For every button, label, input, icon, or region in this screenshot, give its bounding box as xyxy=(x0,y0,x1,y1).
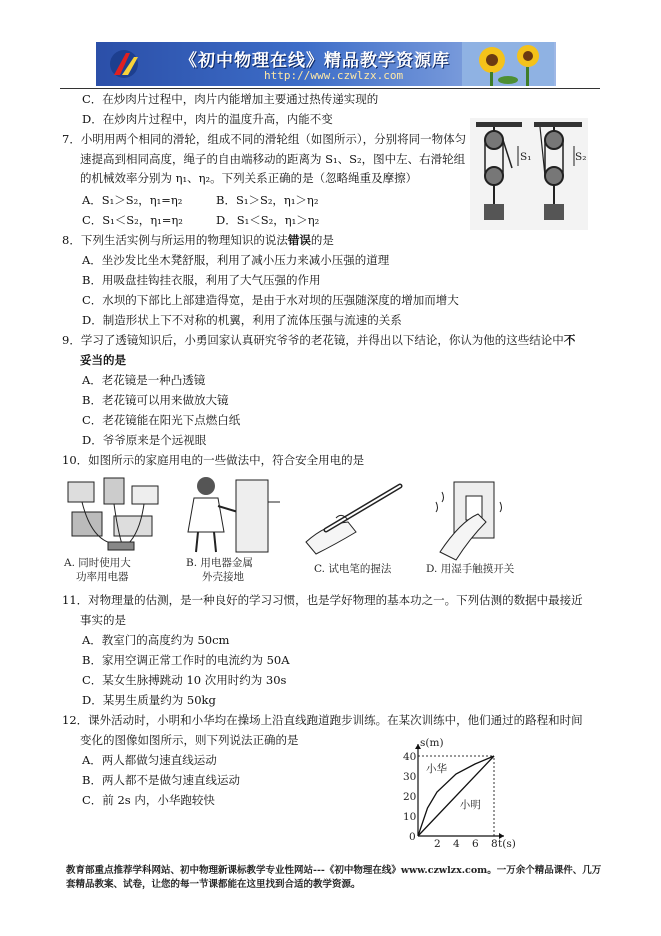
chart-y-tick-label: 10 xyxy=(403,811,417,823)
st-chart-svg xyxy=(392,737,516,850)
banner-url: http://www.czwlzx.com xyxy=(264,69,404,82)
chart-y-tick-label: 40 xyxy=(403,751,417,763)
q11-option-a: A．教室门的高度约为 50cm xyxy=(82,633,230,647)
footer-note: 教育部重点推荐学科网站、初中物理新课标教学专业性网站---《初中物理在线》www.czwlzx.com。一万余个精品课件、几万套精品教案、试卷，让您的每一节课都能在这里找到合适的教学资源。 xyxy=(66,865,602,890)
q8-option-d: D．制造形状上下不对称的机翼，利用了流体压强与流速的关系 xyxy=(82,313,402,327)
q12-option-a: A．两人都做匀速直线运动 xyxy=(82,753,217,767)
q9-stem-part1: 9．学习了透镜知识后，小勇回家认真研究爷爷的老花镜，并得出以下结论，你认为他的这些结论中 xyxy=(62,333,564,347)
chart-x-tick-label: 4 xyxy=(453,838,460,850)
q6-option-d: D．在炒肉片过程中，肉片的温度升高，内能不变 xyxy=(82,112,333,126)
q7-s2-label: S₂ xyxy=(575,151,587,163)
q12-option-c: C．前 2s 内，小华跑较快 xyxy=(82,793,215,807)
q6-option-c: C．在炒肉片过程中，肉片内能增加主要通过热传递实现的 xyxy=(82,92,379,106)
q10-caption-a-line2: 功率用电器 xyxy=(76,571,129,583)
chart-y-tick-label: 30 xyxy=(403,771,417,783)
q10-figure-c xyxy=(296,472,416,584)
q7-option-a: A．S₁＞S₂，η₁=η₂ xyxy=(82,193,183,207)
q7-option-c: C．S₁＜S₂，η₁=η₂ xyxy=(82,213,183,227)
q10-figure-d xyxy=(420,472,550,584)
q7-pulley-figure xyxy=(470,118,588,230)
chart-series-label-xiaoming: 小明 xyxy=(459,799,481,811)
chart-x-axis-label: t(s) xyxy=(498,838,516,850)
header-banner xyxy=(96,42,556,86)
q8-stem-part2: 的是 xyxy=(310,233,334,247)
q10-caption-b-line2: 外壳接地 xyxy=(202,571,244,583)
banner-title: 《初中物理在线》精品教学资源库 xyxy=(180,51,450,71)
q11-option-b: B．家用空调正常工作时的电流约为 50A xyxy=(82,653,290,667)
q8-option-c: C．水坝的下部比上部建造得宽，是由于水对坝的压强随深度的增加而增大 xyxy=(82,293,459,307)
q8-stem-part1: 8．下列生活实例与所运用的物理知识的说法 xyxy=(62,233,288,247)
chart-y-axis-label: s(m) xyxy=(420,737,444,749)
chart-y-tick-label: 0 xyxy=(409,831,416,843)
q11-option-d: D．某男生质量约为 50kg xyxy=(82,693,216,707)
q9-stem-line2: 妥当的是 xyxy=(80,353,126,367)
q7-option-d: D．S₁＜S₂，η₁＞η₂ xyxy=(216,213,320,227)
chart-x-tick-label: 8 xyxy=(491,838,498,850)
sunflower-icon xyxy=(462,42,554,86)
q9-option-d: D．爷爷原来是个远视眼 xyxy=(82,433,207,447)
site-logo-icon xyxy=(100,45,156,83)
chart-y-tick-label: 20 xyxy=(403,791,417,803)
q11-option-c: C．某女生脉搏跳动 10 次用时约为 30s xyxy=(82,673,287,687)
q9-option-b: B．老花镜可以用来做放大镜 xyxy=(82,393,229,407)
q9-stem-line1 xyxy=(62,332,575,348)
q10-caption-c: C. 试电笔的握法 xyxy=(314,563,392,575)
q12-stem-line2: 变化的图像如图所示，则下列说法正确的是 xyxy=(80,733,299,747)
q8-option-b: B．用吸盘挂钩挂衣服，利用了大气压强的作用 xyxy=(82,273,321,287)
q10-caption-b-line1: B. 用电器金属 xyxy=(186,557,253,569)
chart-x-tick-label: 2 xyxy=(434,838,441,850)
q9-option-c: C．老花镜能在阳光下点燃白纸 xyxy=(82,413,241,427)
q12-stem-line1: 12．课外活动时，小明和小华均在操场上沿直线跑道跑步训练。在某次训练中，他们通过的路程和时间 xyxy=(62,713,583,727)
q9-option-a: A．老花镜是一种凸透镜 xyxy=(82,373,206,387)
q12-option-b: B．两人都不是做匀速直线运动 xyxy=(82,773,240,787)
q9-stem-emphasis: 不 xyxy=(563,333,576,347)
q7-s1-label: S₁ xyxy=(520,151,532,163)
chart-x-tick-label: 6 xyxy=(472,838,479,850)
q10-caption-a-line1: A. 同时使用大 xyxy=(64,557,131,569)
q12-st-chart xyxy=(392,737,516,850)
header-divider xyxy=(60,88,600,89)
q10-stem: 10．如图所示的家庭用电的一些做法中，符合安全用电的是 xyxy=(62,453,365,467)
q7-stem-line3: 的机械效率分别为 η₁、η₂。下列关系正确的是（忽略绳重及摩擦） xyxy=(80,171,418,185)
q11-stem-line1: 11．对物理量的估测，是一种良好的学习习惯，也是学好物理的基本功之一。下列估测的数据中最接近 xyxy=(62,593,583,607)
q10-figure-b xyxy=(180,472,290,584)
q11-stem-line2: 事实的是 xyxy=(80,613,126,627)
q8-stem xyxy=(62,232,334,248)
q7-stem-line2: 速提高到相同高度，绳子的自由端移动的距离为 S₁、S₂，图中左、右滑轮组 xyxy=(80,152,466,166)
q10-figure-a xyxy=(62,472,172,584)
q8-stem-emphasis: 错误 xyxy=(287,233,311,247)
q10-caption-d: D. 用湿手触摸开关 xyxy=(426,563,515,575)
q7-stem-line1: 7．小明用两个相同的滑轮，组成不同的滑轮组（如图所示），分别将同一物体匀 xyxy=(62,132,467,146)
chart-series-label-xiaohua: 小华 xyxy=(426,763,447,775)
q8-option-a: A．坐沙发比坐木凳舒服，利用了减小压力来减小压强的道理 xyxy=(82,253,390,267)
q7-option-b: B．S₁＞S₂，η₁＞η₂ xyxy=(216,193,319,207)
